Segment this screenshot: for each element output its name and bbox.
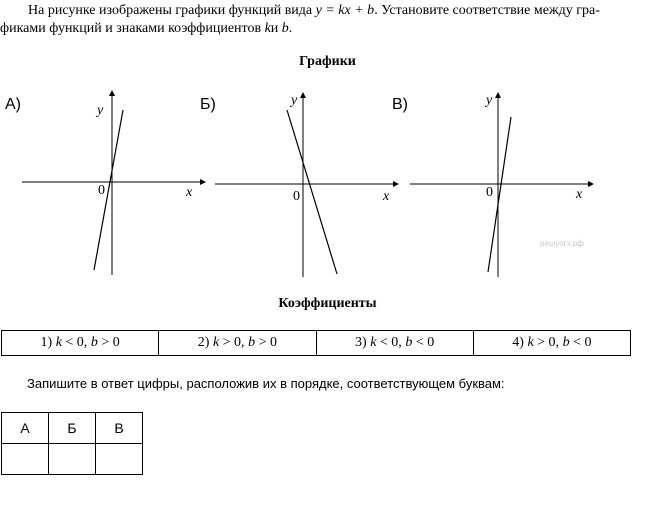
formula: y = kx + b <box>315 3 375 18</box>
graph-b-origin: 0 <box>293 189 300 204</box>
graph-b <box>215 92 395 277</box>
graph-a-origin: 0 <box>98 183 105 198</box>
answer-header-a: А <box>2 413 49 444</box>
graphs-heading: Графики <box>299 54 356 69</box>
answer-table <box>1 412 143 475</box>
intro-text-3: фиками функций и знаками коэффициентов <box>0 21 265 36</box>
intro-text-5: . <box>288 21 293 36</box>
graph-c-label: В) <box>392 96 408 113</box>
coef-option-1: 1) k < 0, b > 0 <box>2 331 159 356</box>
coef-option-2: 2) k > 0, b > 0 <box>159 331 316 356</box>
intro-text-2: . Установите соответствие между гра- <box>374 3 600 18</box>
graph-c <box>410 92 590 277</box>
answer-header-b: Б <box>49 413 96 444</box>
answer-header-c: В <box>96 413 143 444</box>
graph-b-label: Б) <box>200 96 216 113</box>
answer-cell-a[interactable] <box>2 444 49 475</box>
graph-c-x-label: x <box>576 187 583 202</box>
instruction-text: Запишите в ответ цифры, расположив их в порядке, соответствующем буквам: <box>27 376 505 391</box>
coefficients-heading: Коэффициенты <box>278 296 377 311</box>
graph-a-y-label: y <box>97 103 104 118</box>
graph-a-label: А) <box>5 96 21 113</box>
answer-cell-c[interactable] <box>96 444 143 475</box>
answer-cell-b[interactable] <box>49 444 96 475</box>
graph-a <box>22 90 202 275</box>
coef-option-4: 4) k > 0, b < 0 <box>473 331 630 356</box>
graph-c-origin: 0 <box>486 185 493 200</box>
var-k: k <box>264 21 271 36</box>
watermark: решуогэ.рф <box>540 239 584 248</box>
coefficients-table <box>1 330 631 356</box>
coef-option-3: 3) k < 0, b < 0 <box>316 331 473 356</box>
graph-a-x-label: x <box>186 185 193 200</box>
graph-c-y-label: y <box>486 93 493 108</box>
graph-b-x-label: x <box>383 189 390 204</box>
intro-text-4: и <box>270 21 282 36</box>
var-b: b <box>281 21 289 36</box>
problem-statement <box>0 2 655 38</box>
intro-text-1: На рисунке изображены графики функций вида <box>28 3 316 18</box>
graph-b-y-label: y <box>291 93 298 108</box>
